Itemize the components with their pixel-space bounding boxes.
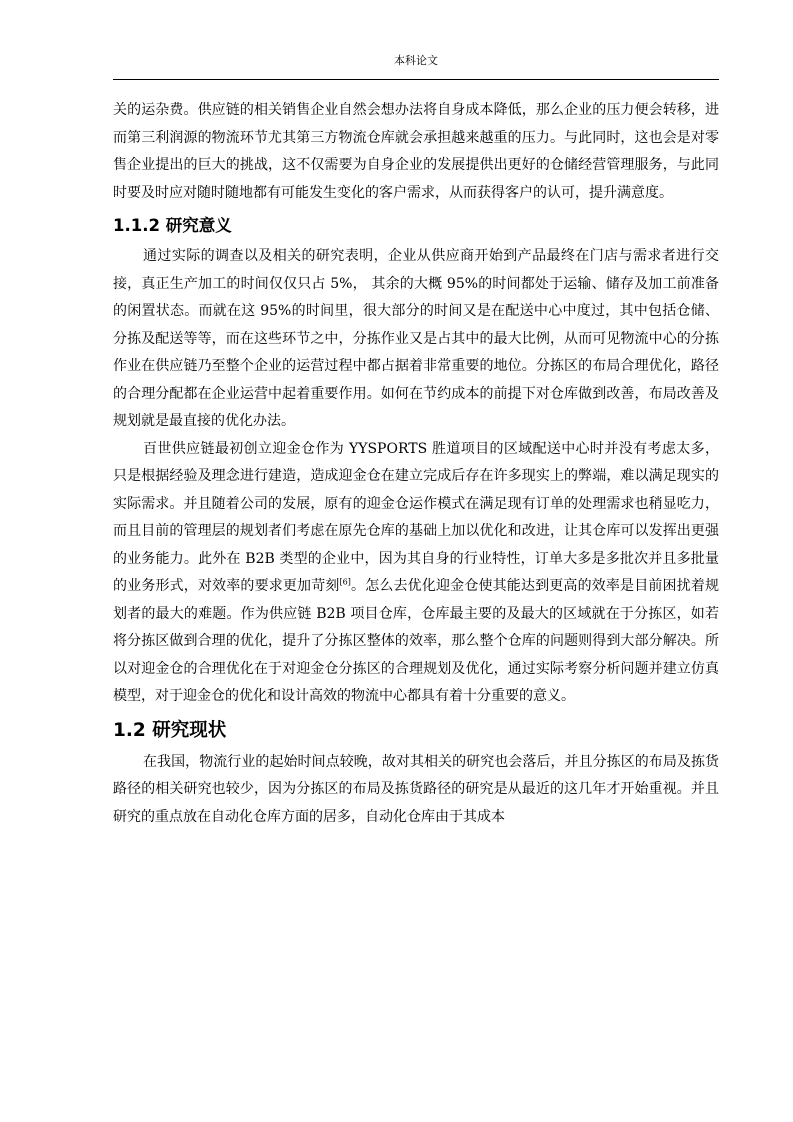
running-header: 本科论文: [394, 54, 438, 67]
paragraph-research-significance: 通过实际的调查以及相关的研究表明，企业从供应商开始到产品最终在门店与需求者进行交接，真正生产加工的时间仅仅只占 5%， 其余的大概 95%的时间都处于运输、储存及加工前准备的闲置状态。而就在这 95%的时间里，很大部分的时间又是在配送中心中度过，其中包括仓储、分拣及配送等等，而在这些环节之中，分拣作业又是占其中的最大比例，从而可见物流中心的分拣作业在供应链乃至整个企业的运营过程中都占据着非常重要的地位。分拣区的布局合理优化，路径的合理分配都在企业运营中起着重要作用。如何在节约成本的前提下对仓库做到改善，布局改善及规划就是最直接的优化办法。: [113, 248, 719, 429]
heading-1-2: 1.2 研究现状: [113, 719, 227, 741]
header-rule: [113, 79, 719, 80]
paragraph-part: 。怎么去优化迎金仓使其能达到更高的效率是目前困扰着规划者的最大的难题。作为供应链 B2B 项目仓库，仓库最主要的及最大的区域就在于分拣区，如若将分拣区做到合理的优化，提升了分拣区整体的效率，那么整个仓库的问题则得到大部分解决。所以对迎金仓的合理优化在于对迎金仓分拣区的合理规划及优化，通过实际考察分析问题并建立仿真模型，对于迎金仓的优化和设计高效的物流中心都具有着十分重要的意义。: [113, 578, 720, 704]
paragraph-yingjin-warehouse: [113, 436, 719, 711]
heading-1-1-2: 1.1.2 研究意义: [113, 216, 232, 235]
citation-ref: [6]: [339, 577, 351, 587]
paragraph-part: 百世供应链最初创立迎金仓作为 YYSPORTS 胜道项目的区域配送中心时并没有考虑太多，只是根据经验及理念进行建造，造成迎金仓在建立完成后存在许多现实上的弊端，难以满足现实的实际需求。并且随着公司的发展，原有的迎金仓运作模式在满足现有订单的处理需求也稍显吃力，而且目前的管理层的规划者们考虑在原先仓库的基础上加以优化和改进，让其仓库可以发挥出更强的业务能力。此外在 B2B 类型的企业中，因为其自身的行业特性，订单大多是多批次并且多批量的业务形式，对效率的要求更加苛刻: [113, 440, 719, 594]
paragraph-research-status: 在我国，物流行业的起始时间点较晚，故对其相关的研究也会落后，并且分拣区的布局及拣货路径的相关研究也较少，因为分拣区的布局及拣货路径的研究是从最近的这几年才开始重视。并且研究的重点放在自动化仓库方面的居多，自动化仓库由于其成本: [113, 753, 719, 825]
body-text: [113, 97, 719, 831]
paragraph-continuation: 关的运杂费。供应链的相关销售企业自然会想办法将自身成本降低，那么企业的压力便会转移，进而第三利润源的物流环节尤其第三方物流仓库就会承担越来越重的压力。与此同时，这也会是对零售企业提出的巨大的挑战，这不仅需要为自身企业的发展提供出更好的仓储经营管理服务，与此同时要及时应对随时随地都有可能发生变化的客户需求，从而获得客户的认可，提升满意度。: [113, 102, 719, 201]
